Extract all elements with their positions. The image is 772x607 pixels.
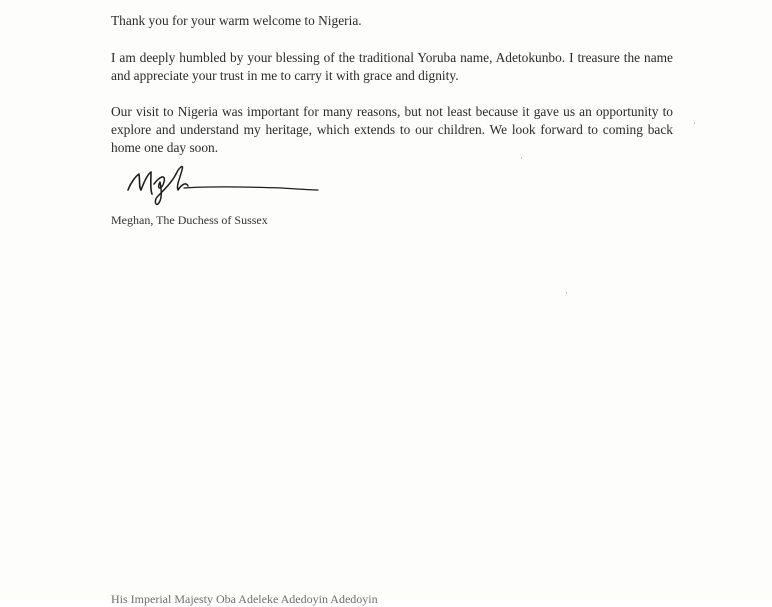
handwritten-signature	[122, 160, 332, 210]
paragraph-name-blessing: I am deeply humbled by your blessing of the traditional Yoruba name, Adetokunbo. I treasure the name and appreciate your trust in me to carry it with grace and dignity.	[111, 50, 673, 83]
paragraph-welcome: Thank you for your warm welcome to Nigeria.	[111, 13, 362, 28]
scan-speck	[694, 122, 695, 124]
signoff-name: Meghan, The Duchess of Sussex	[111, 213, 268, 227]
scan-speck	[521, 157, 522, 159]
paragraph-visit: Our visit to Nigeria was important for many reasons, but not least because it gave us an opportunity to explore and understand my heritage, which extends to our children. We look forward to coming back home one day soon.	[111, 104, 673, 155]
recipient-address-line: His Imperial Majesty Oba Adeleke Adedoyin Adedoyin	[111, 592, 378, 606]
scan-speck	[566, 292, 567, 294]
